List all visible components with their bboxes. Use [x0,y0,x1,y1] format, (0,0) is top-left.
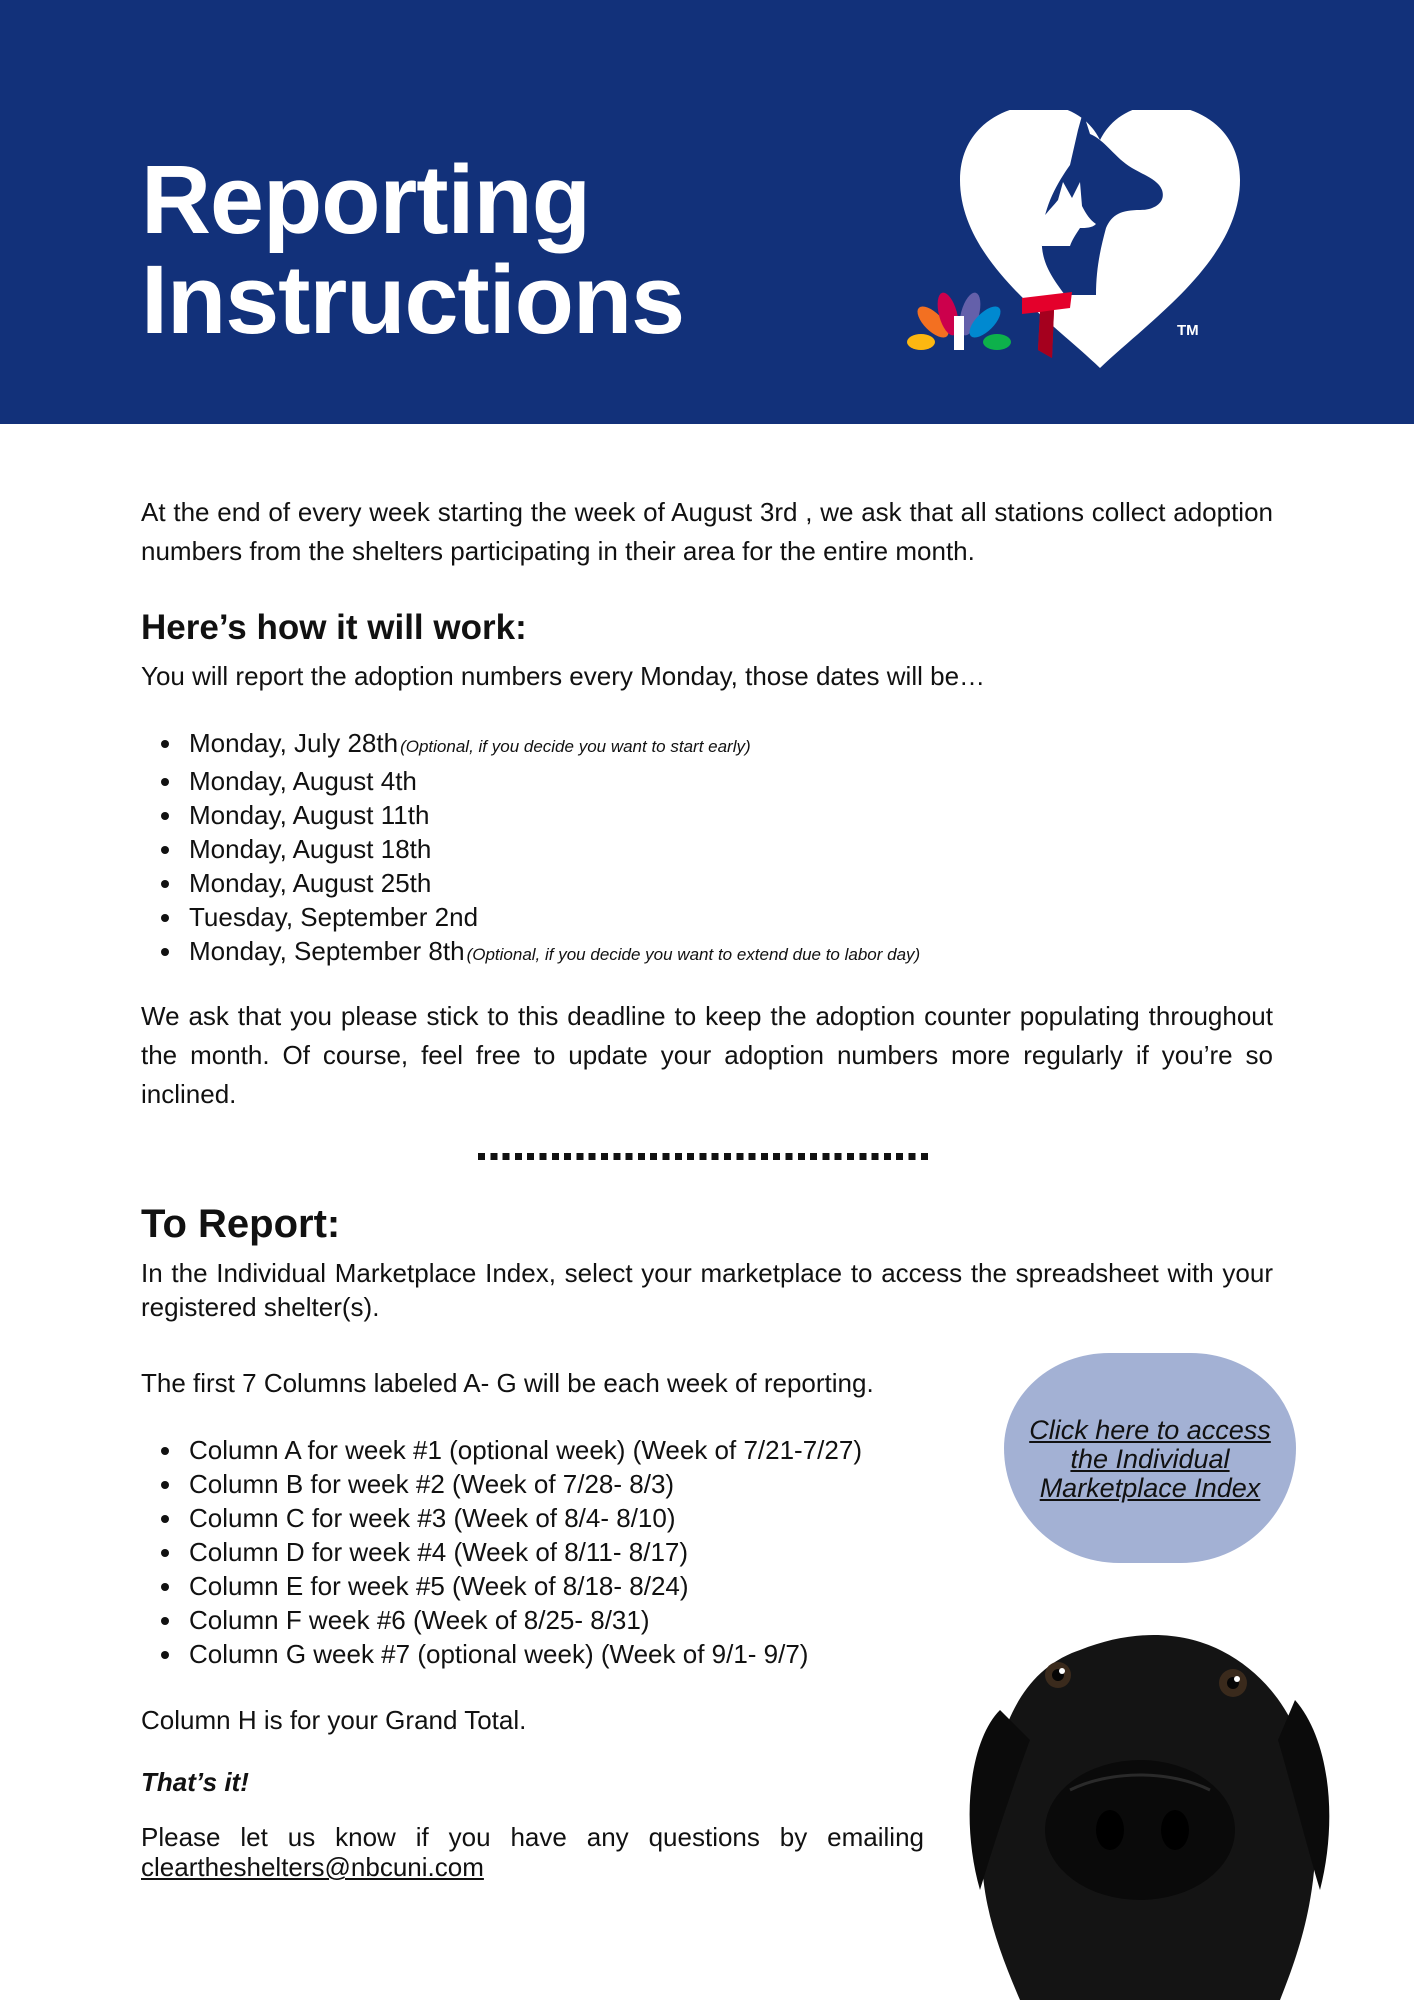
list-item: Monday, August 25th [141,866,1273,900]
list-item: Column B for week #2 (Week of 7/28- 8/3) [141,1467,961,1501]
telemundo-logo [1018,290,1076,362]
list-item: Column F week #6 (Week of 8/25- 8/31) [141,1603,961,1637]
list-item: Monday, August 18th [141,832,1273,866]
list-item: Monday, August 4th [141,764,1273,798]
list-item: Column A for week #1 (optional week) (Week of 7/21-7/27) [141,1433,961,1467]
black-dog-photo [960,1590,1340,2000]
columns-intro: The first 7 Columns labeled A- G will be each week of reporting. [141,1368,874,1398]
columns-list [141,1433,961,1671]
page-title [141,145,685,354]
deadline-paragraph: We ask that you please stick to this deadline to keep the adoption counter populating throughout the month. Of course, feel free to update your adoption numbers more regularly if you’re so inclined. [141,1001,1273,1109]
grand-total-text: Column H is for your Grand Total. [141,1705,527,1735]
list-item: Column C for week #3 (Week of 8/4- 8/10) [141,1501,961,1535]
list-item: Monday, September 8th (Optional, if you decide you want to extend due to labor day) [141,934,1273,972]
header-banner [0,0,1414,424]
list-item: Column G week #7 (optional week) (Week of 9/1- 9/7) [141,1637,961,1671]
list-item: Monday, August 11th [141,798,1273,832]
list-item: Tuesday, September 2nd [141,900,1273,934]
nbc-peacock-logo [904,282,1014,362]
how-it-works-heading: Here’s how it will work: [141,608,527,647]
to-report-instructions: In the Individual Marketplace Index, select your marketplace to access the spreadsheet with your registered shelter(s). [141,1258,1273,1322]
title-line-2: Instructions [141,245,685,354]
list-item: Monday, July 28th (Optional, if you decide you want to start early) [141,726,1273,764]
how-it-works-lead: You will report the adoption numbers every Monday, those dates will be… [141,661,986,691]
trademark-symbol: TM [1177,322,1199,339]
questions-text: Please let us know if you have any questions by emailing [141,1822,924,1852]
dotted-divider [478,1153,932,1160]
brand-logos [900,110,1290,380]
marketplace-index-button[interactable] [1004,1353,1296,1563]
to-report-heading: To Report: [141,1202,341,1246]
email-link[interactable]: cleartheshelters@nbcuni.com [141,1852,484,1882]
list-item: Column D for week #4 (Week of 8/11- 8/17) [141,1535,961,1569]
intro-paragraph: At the end of every week starting the week of August 3rd , we ask that all stations collect adoption numbers from the shelters participating in their area for the entire month. [141,497,1273,566]
thats-it-text: That’s it! [141,1767,249,1797]
reporting-dates-list [141,726,1273,972]
questions-block [141,1822,924,1882]
list-item: Column E for week #5 (Week of 8/18- 8/24) [141,1569,961,1603]
title-line-1: Reporting [141,145,591,254]
marketplace-index-label: Click here to access the Individual Marketplace Index [1029,1414,1271,1503]
